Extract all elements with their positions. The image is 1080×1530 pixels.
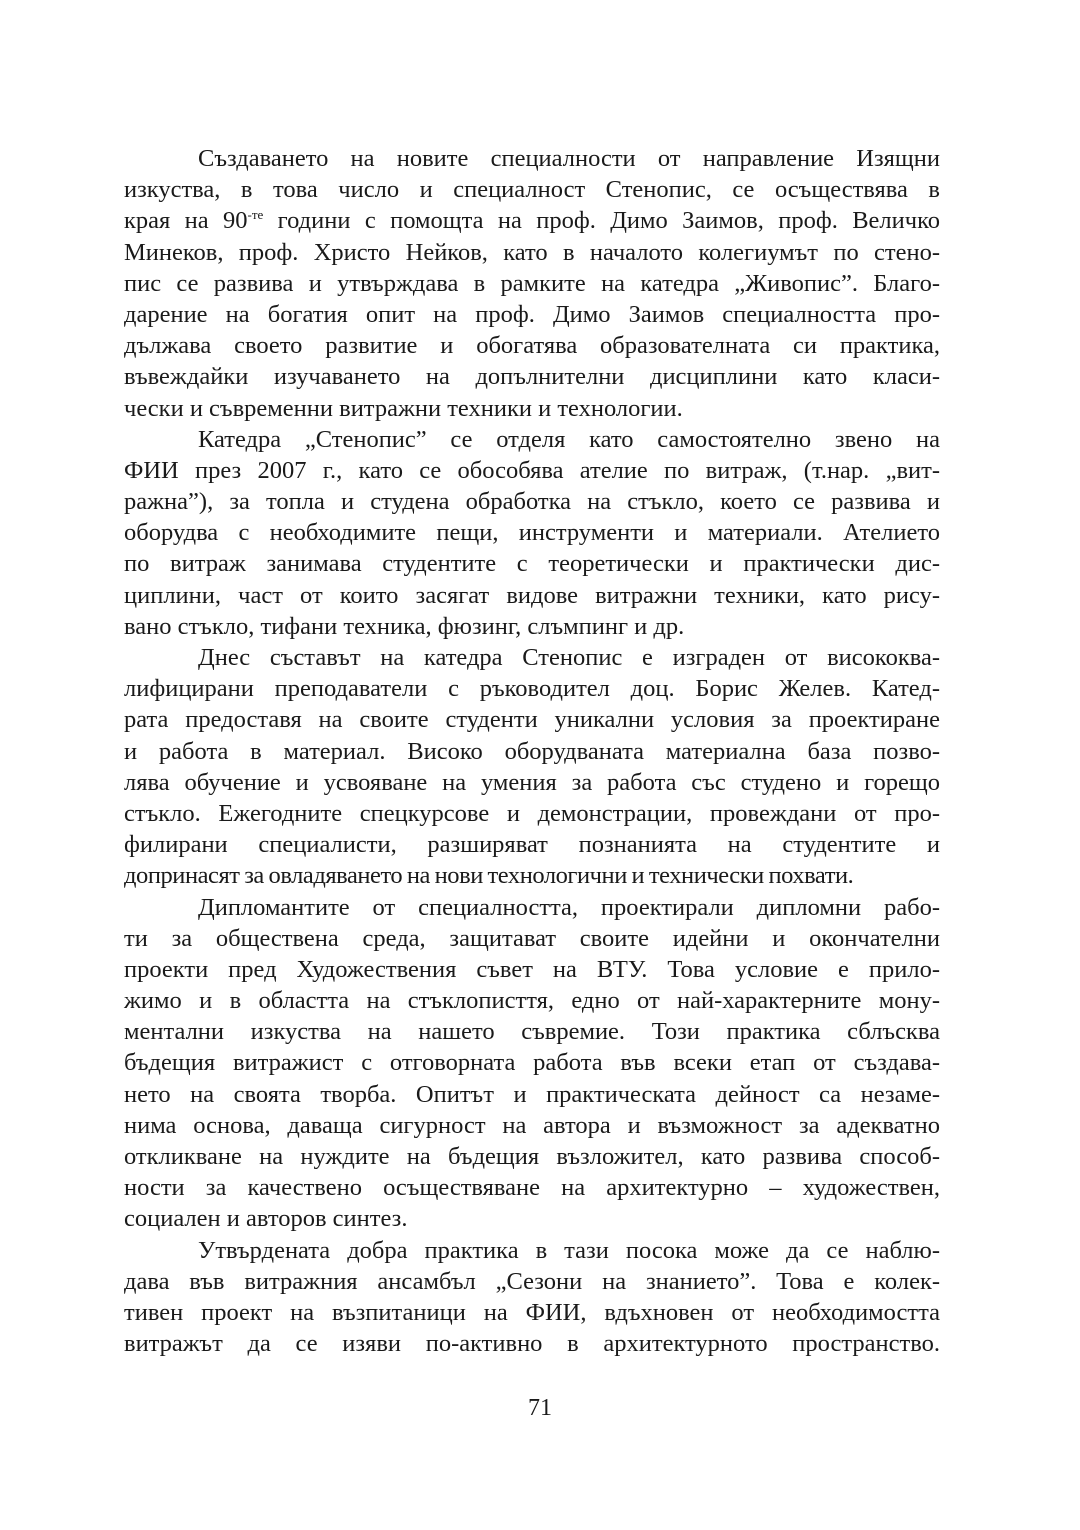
- text-line: филирани специалисти, разширяват познанията на студентите и: [124, 831, 940, 859]
- text-line: социален и авторов синтез.: [124, 1205, 408, 1233]
- text-line: бъдещия витражист с отговорната работа във всеки етап от създава-: [124, 1049, 940, 1077]
- text-line: нето на своята творба. Опитът и практическата дейност са незаме-: [124, 1080, 940, 1108]
- text-line: витражът да се изяви по-активно в архитектурното пространство.: [124, 1330, 940, 1358]
- paragraph: [124, 1235, 940, 1360]
- text-line: допринасят за овладяването на нови технологични и технически похвати.: [124, 862, 854, 890]
- text-line: чески и съвременни витражни техники и технологии.: [124, 394, 683, 422]
- paragraph: [124, 143, 940, 424]
- text-line: циплини, част от които засягат видове витражни техники, като рису-: [124, 581, 940, 609]
- text-line: откликване на нуждите на бъдещия възложител, като развива способ-: [124, 1143, 940, 1170]
- text-line: ти за обществена среда, защитават своите идейни и окончателни: [124, 924, 940, 952]
- superscript: -те: [247, 207, 264, 223]
- body-text: [124, 143, 940, 1359]
- text-fragment: години с помощта на проф. Димо Заимов, проф. Величко: [263, 207, 940, 235]
- text-line: Катедра „Стенопис” се отделя като самостоятелно звено на: [198, 425, 940, 453]
- text-line: ности за качествено осъществяване на архитектурно – художествен,: [124, 1174, 940, 1202]
- paragraph: [124, 892, 940, 1235]
- text-line: проекти пред Художествения съвет на ВТУ. Това условие е прило-: [124, 955, 940, 983]
- paragraph: [124, 642, 940, 892]
- text-line: ражна”), за топла и студена обработка на стъкло, което се развива и: [124, 488, 940, 516]
- text-line: Минеков, проф. Христо Нейков, като в началото колегиумът по стено-: [124, 238, 940, 266]
- text-line: пис се развива и утвърждава в рамките на катедра „Живопис”. Благо-: [124, 269, 940, 297]
- text-line: ментални изкуства на нашето съвремие. Този практика сблъсква: [124, 1018, 940, 1046]
- text-line: ФИИ през 2007 г., като се обособява ателие по витраж, (т.нар. „вит-: [124, 456, 940, 484]
- text-line: тивен проект на възпитаници на ФИИ, вдъхновен от необходимостта: [124, 1298, 940, 1326]
- text-line: лява обучение и усвояване на умения за работа със студено и горещо: [124, 768, 940, 796]
- text-line: Утвърдената добра практика в тази посока може да се наблю-: [198, 1236, 940, 1264]
- text-line: Дипломантите от специалността, проектирали дипломни рабо-: [198, 893, 940, 921]
- paragraph: [124, 424, 940, 642]
- text-line: дарение на богатия опит на проф. Димо Заимов специалността про-: [124, 300, 940, 328]
- text-line: оборудва с необходимите пещи, инструменти и материали. Ателието: [124, 519, 940, 547]
- text-line: стъкло. Ежегодните спецкурсове и демонстрации, провеждани от про-: [124, 799, 940, 827]
- text-line: лифицирани преподаватели с ръководител доц. Борис Желев. Катед-: [124, 675, 940, 703]
- text-line: дължава своето развитие и обогатява образователната си практика,: [124, 332, 940, 360]
- text-line: дава във витражния ансамбъл „Сезони на знанието”. Това е колек-: [124, 1267, 940, 1295]
- text-line: рата предоставя на своите студенти уникални условия за проектиране: [124, 706, 940, 734]
- text-line: [124, 205, 940, 236]
- text-line: и работа в материал. Високо оборудваната материална база позво-: [124, 737, 940, 765]
- text-line: нима основа, даваща сигурност на автора и възможност за адекватно: [124, 1111, 940, 1139]
- text-line: въвеждайки изучаването на допълнителни дисциплини като класи-: [124, 363, 940, 391]
- text-line: жимо и в областта на стъклописття, едно от най-характерните мону-: [124, 987, 940, 1015]
- text-line: вано стъкло, тифани техника, фюзинг, слъмпинг и др.: [124, 612, 685, 640]
- page-number: 71: [528, 1395, 552, 1421]
- text-line: Днес съставът на катедра Стенопис е изграден от висококва-: [198, 644, 940, 671]
- text-line: Създаването на новите специалности от направление Изящни: [198, 145, 940, 172]
- text-line: по витраж занимава студентите с теоретически и практически дис-: [124, 550, 940, 578]
- text-fragment: края на 90: [124, 207, 248, 235]
- text-line: изкуства, в това число и специалност Стенопис, се осъществява в: [124, 176, 940, 204]
